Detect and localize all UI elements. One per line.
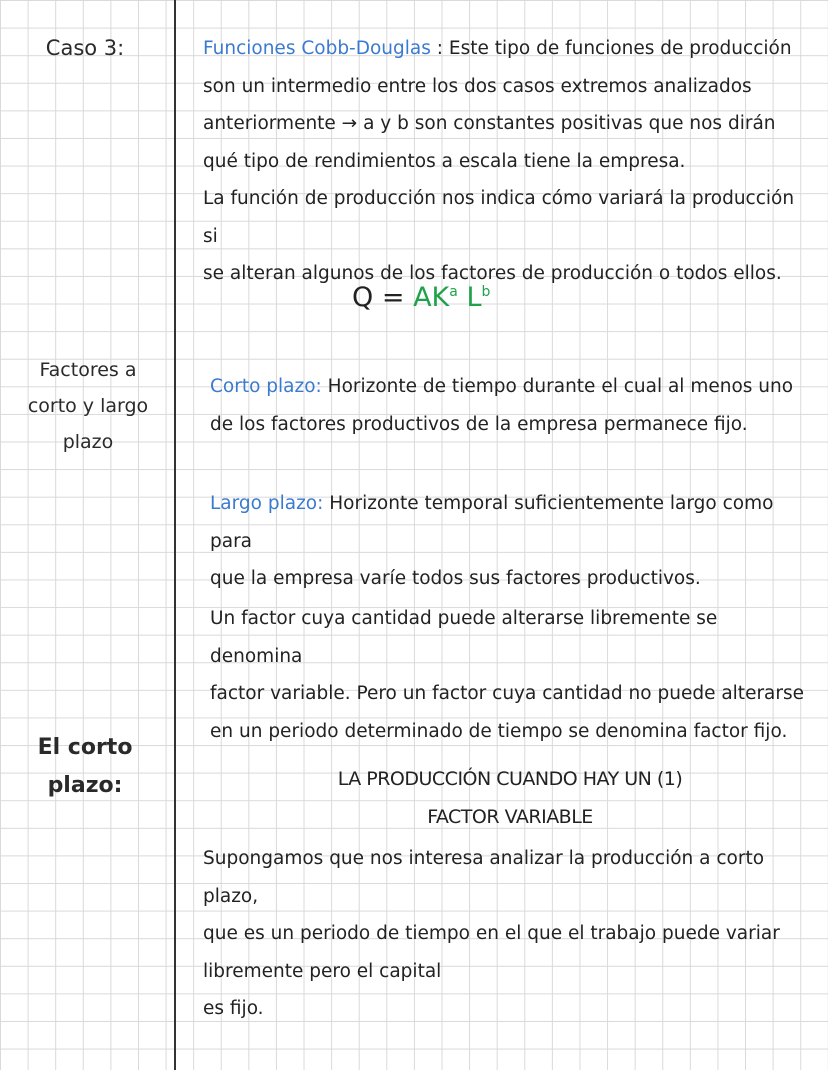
largo-def-line-1 [210,485,810,560]
corto-plazo-term: Corto plazo: [210,376,322,397]
factores-line-2: corto y largo [27,395,149,417]
factor-line-1: Un factor cuya cantidad puede alterarse libremente se denomina [210,608,718,667]
largo-plazo-term: Largo plazo: [210,493,324,514]
corto-plazo-definition [210,368,810,443]
supongamos-line-1: Supongamos que nos interesa analizar la producción a corto plazo, [203,848,765,907]
formula-lhs: Q = [352,282,405,313]
cobb-line-5: La función de producción nos indica cómo variará la producción si [203,188,795,247]
cobb-line-3: anteriormente → a y b son constantes positivas que nos dirán [203,113,776,134]
factores-line-1: Factores a [39,359,137,381]
cobb-line-1-rest: Este tipo de funciones de producción [448,38,792,59]
formula-exp-a: a [449,284,458,300]
formula-l: L [466,282,482,313]
heading-line-1: LA PRODUCCIÓN CUANDO HAY UN (1) [337,768,683,790]
cobb-douglas-term: Funciones Cobb-Douglas [203,38,431,59]
supongamos-line-4: es fijo. [203,998,264,1019]
margin-label-caso3 [20,30,150,66]
supongamos-line-3: libremente pero el capital [203,960,442,982]
formula-ak: AK [413,282,450,313]
largo-def-line-2: que la empresa varíe todos sus factores productivos. [210,568,701,589]
corto-def-line-2: de los factores productivos de la empresa permanece fijo. [210,413,748,435]
factor-paragraph [210,600,810,750]
factor-line-2: factor variable. Pero un factor cuya cantidad no puede alterarse [210,683,805,704]
cobb-douglas-paragraph [203,30,813,293]
caso3-text: Caso 3: [45,36,125,60]
cobb-line-6: se alteran algunos de los factores de producción o todos ellos. [203,263,782,284]
margin-label-corto-plazo [20,729,150,805]
margin-line [174,0,176,1070]
supongamos-line-2: que es un periodo de tiempo en el que el trabajo puede variar [203,923,780,944]
formula-exp-b: b [481,284,491,300]
supongamos-paragraph [203,840,813,1028]
factores-line-3: plazo [62,431,114,453]
cobb-separator: : [430,38,449,59]
factor-line-3: en un periodo determinado de tiempo se denomina factor fijo. [210,720,788,742]
cobb-line-4: qué tipo de rendimientos a escala tiene la empresa. [203,150,686,172]
corto-def-line-1-rest: Horizonte de tiempo durante el cual al menos uno [327,376,794,397]
cobb-line-1 [203,30,813,68]
largo-plazo-definition [210,485,810,598]
corto-line-1: El corto [37,735,133,760]
cobb-line-2: son un intermedio entre los dos casos extremos analizados [203,75,752,97]
cobb-douglas-formula [352,282,490,313]
margin-label-factores [18,352,158,460]
heading-line-2: FACTOR VARIABLE [427,806,593,828]
formula-rhs [413,282,490,313]
corto-line-2: plazo: [47,773,123,798]
largo-def-line-1-rest: Horizonte temporal suficientemente largo como para [210,493,774,552]
section-heading [290,760,730,836]
corto-def-line-1 [210,368,810,406]
